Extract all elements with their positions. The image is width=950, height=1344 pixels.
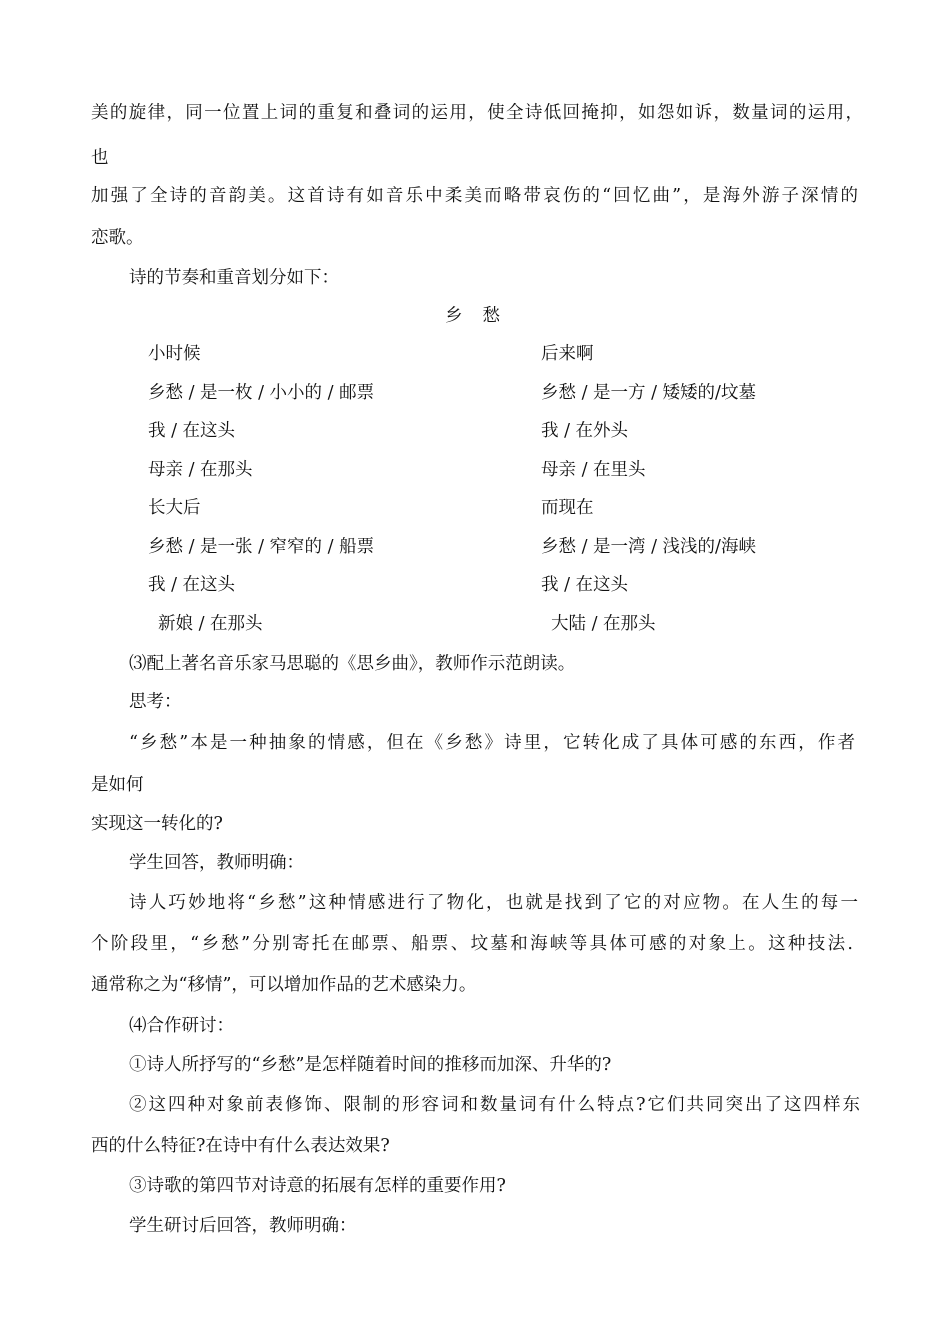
answer-line-2: 个阶段里，“乡愁”分别寄托在邮票、船票、坟墓和海峡等具体可感的对象上。这种技法. (91, 934, 853, 954)
question-line-1: “乡愁”本是一种抽象的情感，但在《乡愁》诗里，它转化成了具体可感的东西，作者 (129, 733, 855, 753)
poem-line: 后来啊 (541, 344, 594, 364)
poem-line: 长大后 (148, 498, 201, 518)
intro-line-4: 恋歌。 (91, 228, 144, 248)
discussion-item-3: ③诗歌的第四节对诗意的拓展有怎样的重要作用? (129, 1176, 506, 1196)
poem-line: 新娘 / 在那头 (158, 614, 263, 634)
discussion-item-2-cont: 西的什么特征?在诗中有什么表达效果? (91, 1136, 390, 1156)
intro-line-3: 加强了全诗的音韵美。这首诗有如音乐中柔美而略带哀伤的“回忆曲”，是海外游子深情的 (91, 186, 858, 206)
student-discuss: 学生研讨后回答，教师明确： (129, 1216, 357, 1236)
poem-line: 母亲 / 在里头 (541, 460, 646, 480)
answer-line-3: 通常称之为“移情”，可以增加作品的艺术感染力。 (91, 975, 477, 995)
poem-line: 我 / 在外头 (541, 421, 629, 441)
question-line-2: 是如何 (91, 775, 144, 795)
poem-title: 乡愁 (445, 306, 520, 326)
poem-line: 乡愁 / 是一枚 / 小小的 / 邮票 (148, 383, 375, 403)
answer-line-1: 诗人巧妙地将“乡愁”这种情感进行了物化，也就是找到了它的对应物。在人生的每一 (129, 893, 858, 913)
question-line-3: 实现这一转化的? (91, 814, 223, 834)
poem-line: 乡愁 / 是一张 / 窄窄的 / 船票 (148, 537, 375, 557)
poem-line: 我 / 在这头 (541, 575, 629, 595)
poem-line: 大陆 / 在那头 (551, 614, 656, 634)
intro-line-1: 美的旋律，同一位置上词的重复和叠词的运用，使全诗低回掩抑，如怨如诉，数量词的运用， (91, 103, 863, 123)
poem-line: 我 / 在这头 (148, 575, 236, 595)
student-answer: 学生回答，教师明确： (129, 853, 304, 873)
intro-line-2: 也 (91, 148, 109, 168)
poem-line: 乡愁 / 是一方 / 矮矮的/坟墓 (541, 383, 756, 403)
step-4: ⑷合作研讨： (129, 1016, 234, 1036)
poem-line: 而现在 (541, 498, 594, 518)
poem-line: 乡愁 / 是一湾 / 浅浅的/海峡 (541, 537, 756, 557)
step-3: ⑶配上著名音乐家马思聪的《思乡曲》，教师作示范朗读。 (129, 654, 576, 674)
discussion-item-1: ①诗人所抒写的“乡愁”是怎样随着时间的推移而加深、升华的? (129, 1055, 612, 1075)
think-label: 思考： (129, 692, 182, 712)
discussion-item-2: ②这四种对象前表修饰、限制的形容词和数量词有什么特点?它们共同突出了这四样东 (129, 1095, 860, 1115)
poem-line: 母亲 / 在那头 (148, 460, 253, 480)
poem-line: 小时候 (148, 344, 201, 364)
poem-line: 我 / 在这头 (148, 421, 236, 441)
rhythm-intro: 诗的节奏和重音划分如下： (129, 268, 339, 288)
